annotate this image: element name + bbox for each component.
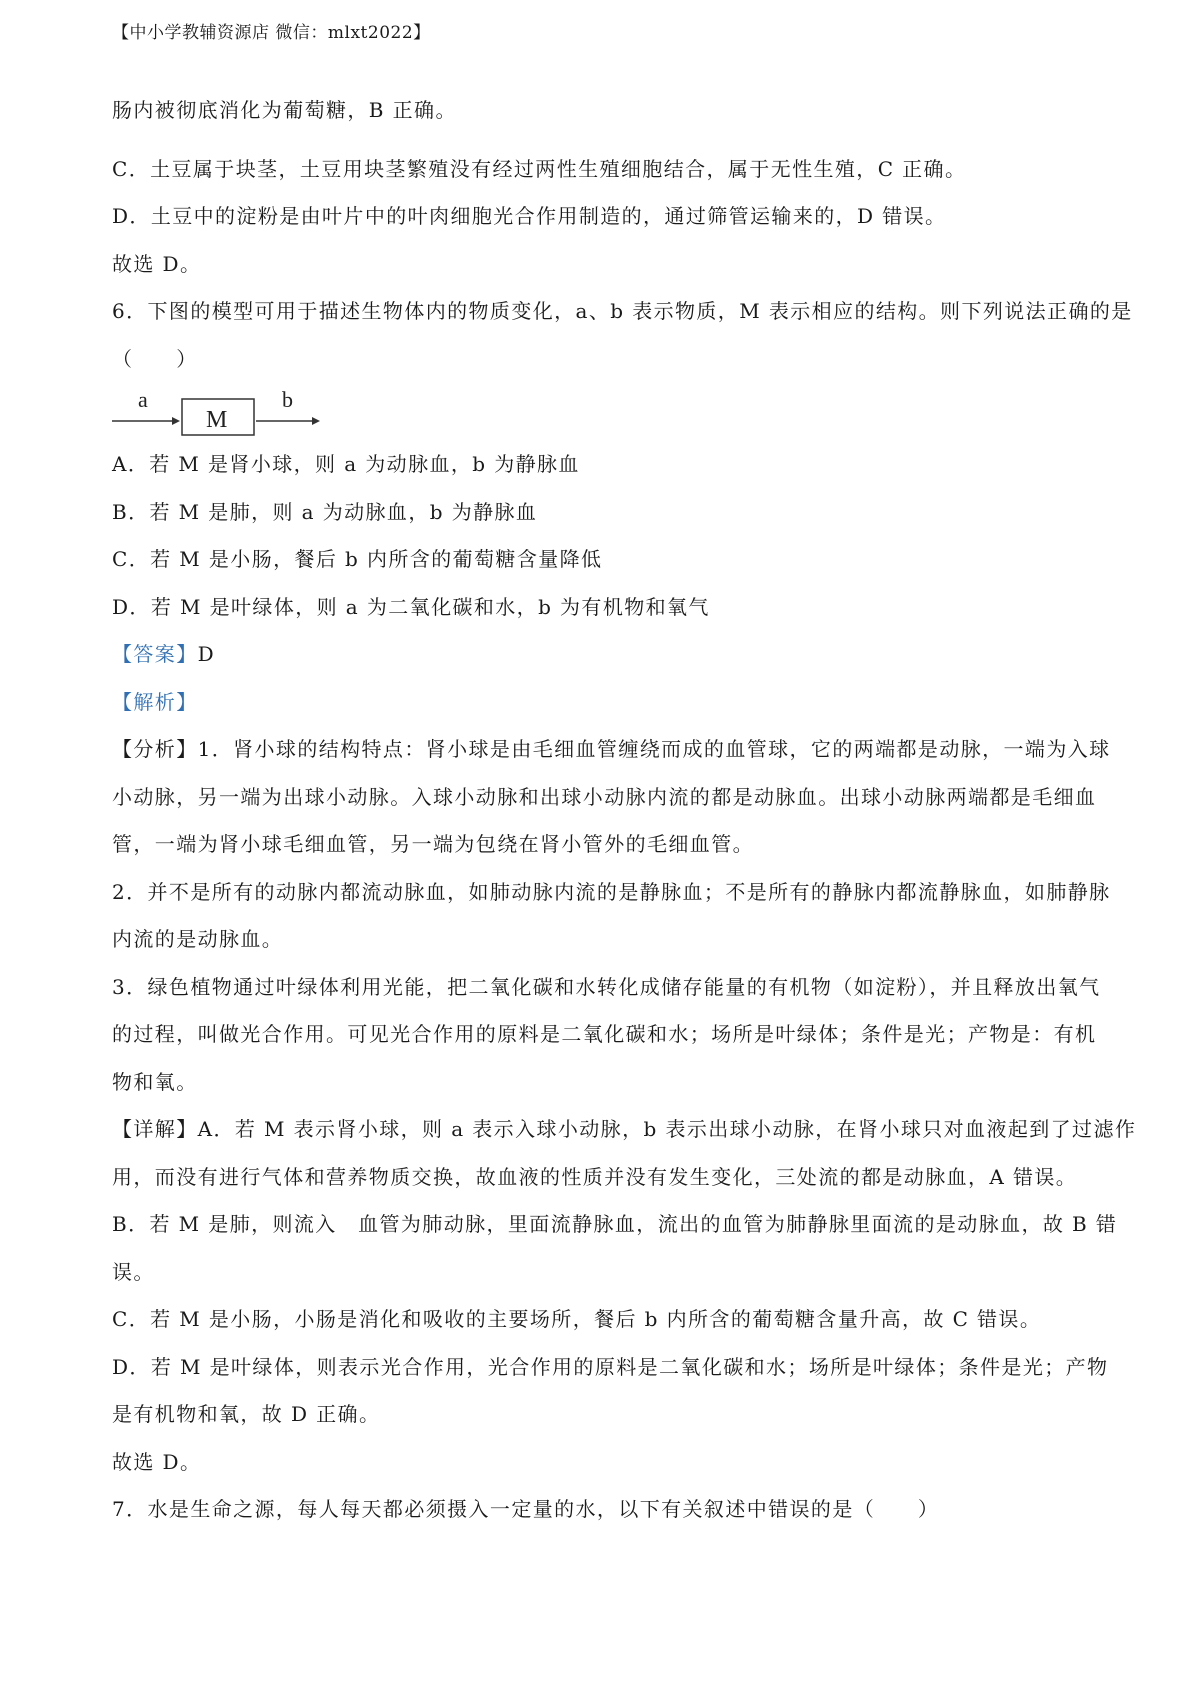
analysis-line: 管，一端为肾小球毛细血管，另一端为包绕在肾小管外的毛细血管。 xyxy=(112,832,754,856)
detail-line: 用，而没有进行气体和营养物质交换，故血液的性质并没有发生变化，三处流的都是动脉血，A 错误。 xyxy=(112,1164,1078,1189)
option-d: D．若 M 是叶绿体，则 a 为二氧化碳和水，b 为有机物和氧气 xyxy=(112,594,710,619)
analysis-line: 3．绿色植物通过叶绿体利用光能，把二氧化碳和水转化成储存能量的有机物（如淀粉），并且释放出氧气 xyxy=(112,974,1101,999)
analysis-line: 物和氧。 xyxy=(112,1069,198,1094)
detail-line: B．若 M 是肺，则流入 血管为肺动脉，里面流静脉血，流出的血管为肺静脉里面流的是动脉血，故 B 错 xyxy=(112,1212,1118,1236)
question-7-stem: 7．水是生命之源，每人每天都必须摄入一定量的水，以下有关叙述中错误的是（ ） xyxy=(112,1497,940,1521)
text-line: 肠内被彻底消化为葡萄糖，B 正确。 xyxy=(112,98,457,122)
detail-line: C．若 M 是小肠，小肠是消化和吸收的主要场所，餐后 b 内所含的葡萄糖含量升高，故 C 错误。 xyxy=(112,1307,1042,1331)
output-label: b xyxy=(282,387,295,412)
analysis-line xyxy=(112,726,1111,774)
detail-label: 【详解】 xyxy=(112,1117,198,1141)
answer-label: 【答案】 xyxy=(112,642,198,666)
analysis-text: 1．肾小球的结构特点：肾小球是由毛细血管缠绕而成的血管球，它的两端都是动脉，一端为入球 xyxy=(197,737,1111,761)
analysis-line: 的过程，叫做光合作用。可见光合作用的原料是二氧化碳和水；场所是叶绿体；条件是光；产物是：有机 xyxy=(112,1022,1097,1046)
text-line: C．土豆属于块茎，土豆用块茎繁殖没有经过两性生殖细胞结合，属于无性生殖，C 正确。 xyxy=(112,156,967,181)
option-a: A．若 M 是肾小球，则 a 为动脉血，b 为静脉血 xyxy=(112,452,580,476)
question-6-stem: 6．下图的模型可用于描述生物体内的物质变化，a、b 表示物质，M 表示相应的结构。则下列说法正确的是 xyxy=(112,299,1133,323)
detail-line: 是有机物和氧，故 D 正确。 xyxy=(112,1402,381,1426)
output-arrow-head xyxy=(312,417,320,425)
analysis-line: 2．并不是所有的动脉内都流动脉血，如肺动脉内流的是静脉血；不是所有的静脉内都流静脉血，如肺静脉 xyxy=(112,879,1111,904)
document-body xyxy=(112,98,1137,1534)
detail-line xyxy=(112,1106,1137,1154)
analysis-label: 【分析】 xyxy=(112,737,198,761)
text-line: 故选 D。 xyxy=(112,251,202,276)
analysis-line: 小动脉，另一端为出球小动脉。入球小动脉和出球小动脉内流的都是动脉血。出球小动脉两端都是毛细血 xyxy=(112,784,1097,809)
model-diagram-svg xyxy=(112,385,332,441)
answer-value: D xyxy=(197,642,216,666)
structure-label: M xyxy=(206,407,229,433)
option-b: B．若 M 是肺，则 a 为动脉血，b 为静脉血 xyxy=(112,499,538,524)
option-c: C．若 M 是小肠，餐后 b 内所含的葡萄糖含量降低 xyxy=(112,547,603,571)
detail-line: 误。 xyxy=(112,1259,155,1284)
detail-line: 故选 D。 xyxy=(112,1449,202,1474)
question-6-blank: （ ） xyxy=(112,346,198,371)
analysis-line: 内流的是动脉血。 xyxy=(112,927,284,951)
detail-text: A．若 M 表示肾小球，则 a 表示入球小动脉，b 表示出球小动脉，在肾小球只对血液起到了过滤作 xyxy=(197,1117,1137,1141)
detail-line: D．若 M 是叶绿体，则表示光合作用，光合作用的原料是二氧化碳和水；场所是叶绿体；条件是光；产物 xyxy=(112,1354,1109,1379)
answer-line xyxy=(112,631,1097,679)
text-line: D．土豆中的淀粉是由叶片中的叶肉细胞光合作用制造的，通过筛管运输来的，D 错误。 xyxy=(112,204,947,228)
analysis-heading: 【解析】 xyxy=(112,689,198,714)
model-diagram xyxy=(112,383,1097,441)
input-arrow-head xyxy=(172,417,180,425)
page-header: 【中小学教辅资源店 微信：mlxt2022】 xyxy=(112,23,431,43)
input-label: a xyxy=(138,387,150,412)
